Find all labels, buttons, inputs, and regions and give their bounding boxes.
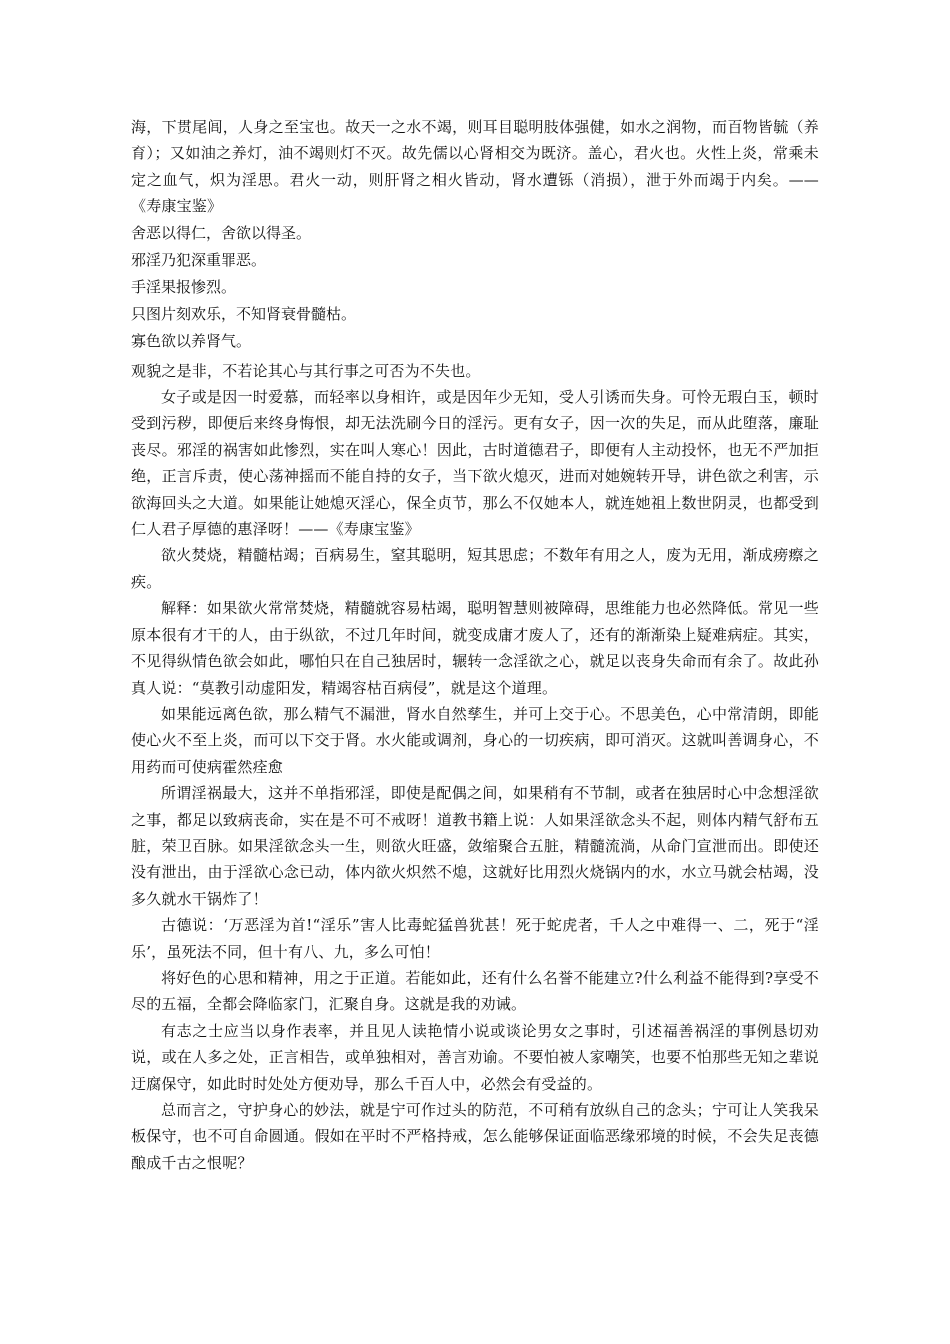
paragraph: 古德说：‘万恶淫为首!“淫乐”害人比毒蛇猛兽犹甚！死于蛇虎者，千人之中难得一、二，死于“淫乐’，虽死法不同，但十有八、九，多么可怕！ xyxy=(131,916,819,961)
short-lines xyxy=(131,220,819,356)
paragraph: 如果能远离色欲，那么精气不漏泄，肾水自然孳生，并可上交于心。不思美色，心中常清朗，即能使心火不至上炎，而可以下交于肾。水火能或调剂，身心的一切疾病，即可消灭。这就叫善调身心，不用药而可使病霍然痊愈 xyxy=(131,704,819,776)
short-line: 舍恶以得仁，舍欲以得圣。 xyxy=(131,223,312,242)
short-line: 邪淫乃犯深重罪恶。 xyxy=(131,250,267,269)
paragraph: 将好色的心思和精神，用之于正道。若能如此，还有什么名誉不能建立?什么利益不能得到?享受不尽的五福，全都会降临家门，汇聚自身。这就是我的劝诫。 xyxy=(131,968,819,1014)
paragraph: 总而言之，守护身心的妙法，就是宁可作过头的防范，不可稍有放纵自己的念头；宁可让人笑我呆板保守，也不可自命圆通。假如在平时不严格持戒，怎么能够保证面临恶缘邪境的时候，不会失足丧德酿成千古之恨呢？ xyxy=(131,1101,819,1172)
short-line: 只图片刻欢乐，不知肾衰骨髓枯。 xyxy=(131,305,357,324)
paragraph: 所谓淫祸最大，这并不单指邪淫，即使是配偶之间，如果稍有不节制，或者在独居时心中念想淫欲之事，都足以致病丧命，实在是不可不戒呀！道教书籍上说：人如果淫欲念头不起，则体内精气舒布五脏，荣卫百脉。如果淫欲念头一生，则欲火旺盛，敛缩聚合五脏，精髓流淌，从命门宣泄而出。即使还没有泄出，由于淫欲心念已动，体内欲火炽然不熄，这就好比用烈火烧锅内的水，水立马就会枯竭，没多久就水干锅炸了！ xyxy=(131,784,819,908)
paragraph: 解释：如果欲火常常焚烧，精髓就容易枯竭，聪明智慧则被障碍，思维能力也必然降低。常见一些原本很有才干的人，由于纵欲，不过几年时间，就变成庸才废人了，还有的渐渐染上疑难病症。其实，不见得纵情色欲会如此，哪怕只在自己独居时，辗转一念淫欲之心，就足以丧身失命而有余了。故此孙真人说：“莫教引动虚阳发，精竭容枯百病侵”，就是这个道理。 xyxy=(131,599,819,697)
paragraph: 有志之士应当以身作表率，并且见人读艳情小说或谈论男女之事时，引述福善祸淫的事例恳切劝说，或在人多之处，正言相告，或单独相对，善言劝谕。不要怕被人家嘲笑，也要不怕那些无知之辈说迂腐保守，如此时时处处方便劝导，那么千百人中，必然会有受益的。 xyxy=(131,1021,819,1093)
paragraph: 观貌之是非，不若论其心与其行事之可否为不失也。 xyxy=(131,361,481,380)
short-line: 寡色欲以养肾气。 xyxy=(131,332,252,351)
intro-paragraph: 海，下贯尾闾，人身之至宝也。故天一之水不竭，则耳目聪明肢体强健，如水之润物，而百物皆毓（养育）；又如油之养灯，油不竭则灯不灭。故先儒以心肾相交为既济。盖心，君火也。火性上炎，常乘未定之血气，炽为淫思。君火一动，则肝肾之相火皆动，肾水遭铄（消损），泄于外而竭于内矣。——《寿康宝鉴》 xyxy=(131,118,819,216)
document-page xyxy=(131,114,819,1176)
short-line: 手淫果报惨烈。 xyxy=(131,278,237,297)
paragraph: 女子或是因一时爱慕，而轻率以身相许，或是因年少无知，受人引诱而失身。可怜无瑕白玉，顿时受到污秽，即便后来终身悔恨，却无法洗刷今日的淫污。更有女子，因一次的失足，而从此堕落，廉耻丧尽。邪淫的祸害如此惨烈，实在叫人寒心！因此，古时道德君子，即便有人主动投怀，也无不严加拒绝，正言斥责，使心荡神摇而不能自持的女子，当下欲火熄灭，进而对她婉转开导，讲色欲之利害，示欲海回头之大道。如果能让她熄灭淫心，保全贞节，那么不仅她本人，就连她祖上数世阴灵，也都受到仁人君子厚德的惠泽呀！——《寿康宝鉴》 xyxy=(131,388,819,539)
paragraph: 欲火焚烧，精髓枯竭；百病易生，窒其聪明，短其思虑；不数年有用之人，废为无用，渐成痨瘵之疾。 xyxy=(131,546,819,591)
